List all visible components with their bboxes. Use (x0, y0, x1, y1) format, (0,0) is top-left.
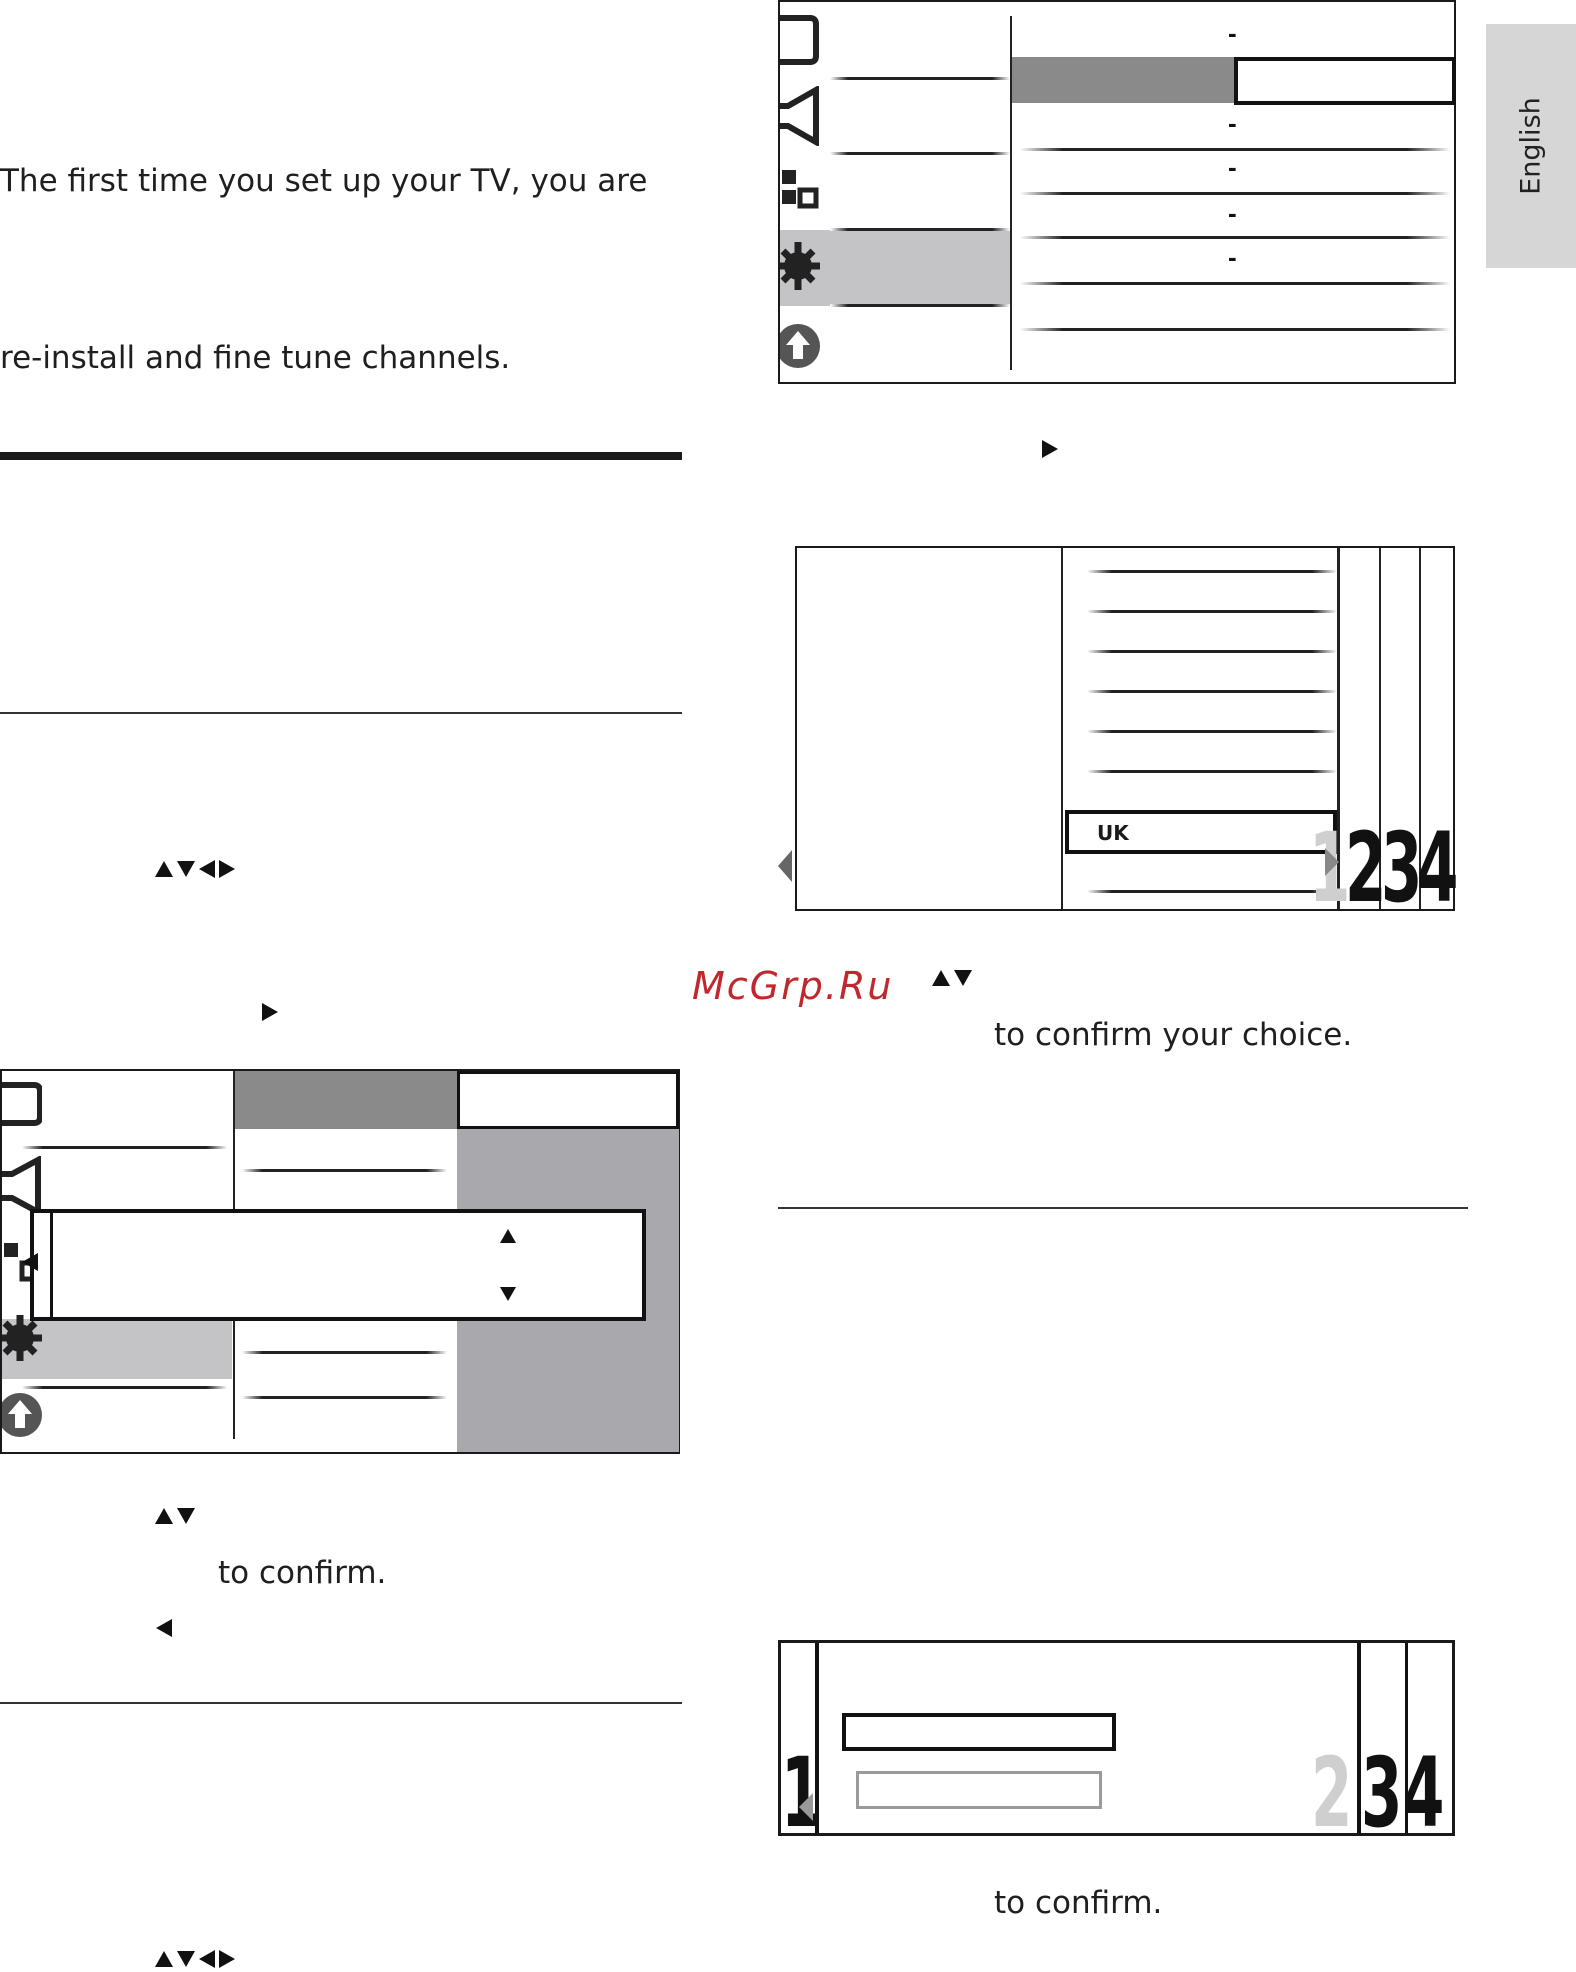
confirm-choice-text: to confirm your choice. (994, 1017, 1353, 1053)
wizard-back-arrow-icon[interactable] (799, 1793, 813, 1821)
language-tab-label: English (1515, 97, 1547, 195)
intro-line-2: re-install and fine tune channels. (0, 340, 511, 376)
step-number-1: 1 (1309, 812, 1342, 924)
popup-down-arrow-icon[interactable] (500, 1287, 516, 1301)
popup-dialog[interactable] (30, 1209, 646, 1321)
setting-value-2: - (1228, 108, 1237, 138)
settings-selected-item[interactable] (1012, 57, 1234, 103)
section-divider-2 (0, 1702, 682, 1704)
back-arrow-icon[interactable] (778, 850, 792, 882)
wizard-step-4: 4 (1403, 1737, 1436, 1849)
next-arrow-icon[interactable] (1325, 848, 1339, 876)
setting-value-4: - (1228, 198, 1237, 228)
tv-icon-2 (780, 12, 820, 68)
step-number-2: 2 (1345, 812, 1378, 924)
right-arrow-icon (262, 1003, 278, 1021)
popup-left-arrow-icon (22, 1253, 38, 1271)
setting-value-3: - (1228, 152, 1237, 182)
language-tab[interactable] (1486, 24, 1576, 268)
section-divider (0, 712, 682, 714)
confirm-text-left: to confirm. (218, 1555, 387, 1591)
tv-icon (2, 1079, 42, 1129)
intro-line-1: The first time you set up your TV, you are (0, 163, 648, 199)
features-icon-2 (780, 166, 822, 218)
watermark-logo: McGrp.Ru (692, 964, 894, 1008)
wizard-option[interactable] (856, 1771, 1102, 1809)
confirm-text-right: to confirm. (994, 1885, 1163, 1921)
settings-value-box[interactable] (1234, 57, 1456, 105)
nav-arrows-icon (155, 860, 235, 878)
step-number-3: 3 (1381, 812, 1414, 924)
menu-value-box[interactable] (457, 1071, 679, 1129)
setup-menu-screenshot (0, 1069, 680, 1454)
gear-icon-2 (780, 238, 826, 294)
setting-value-5: - (1228, 242, 1237, 272)
country-selected-label: UK (1097, 821, 1129, 845)
section-divider-thick (0, 452, 682, 460)
settings-menu-screenshot (778, 0, 1456, 384)
popup-up-arrow-icon[interactable] (500, 1229, 516, 1243)
speaker-icon-2 (780, 86, 820, 146)
up-down-arrows-icon (155, 1508, 195, 1524)
country-selected-item[interactable] (1065, 810, 1337, 854)
step-number-4: 4 (1417, 812, 1450, 924)
nav-arrows-icon-2 (155, 1950, 235, 1968)
up-down-arrows-icon-2 (932, 970, 972, 986)
wizard-option-selected[interactable] (842, 1713, 1116, 1751)
update-icon-2 (780, 318, 826, 374)
wizard-screenshot (778, 1640, 1455, 1849)
wizard-step-2: 2 (1311, 1737, 1344, 1849)
menu-selected-item[interactable] (235, 1071, 457, 1129)
setting-value-1: - (1228, 18, 1237, 48)
right-arrow-icon-2 (1042, 440, 1058, 458)
wizard-step-1: 1 (781, 1737, 814, 1849)
update-icon (2, 1388, 48, 1442)
speaker-icon (2, 1156, 42, 1216)
country-menu-screenshot (795, 546, 1455, 924)
wizard-step-3: 3 (1361, 1737, 1394, 1849)
left-arrow-icon (156, 1619, 172, 1637)
section-divider-right (778, 1207, 1468, 1209)
